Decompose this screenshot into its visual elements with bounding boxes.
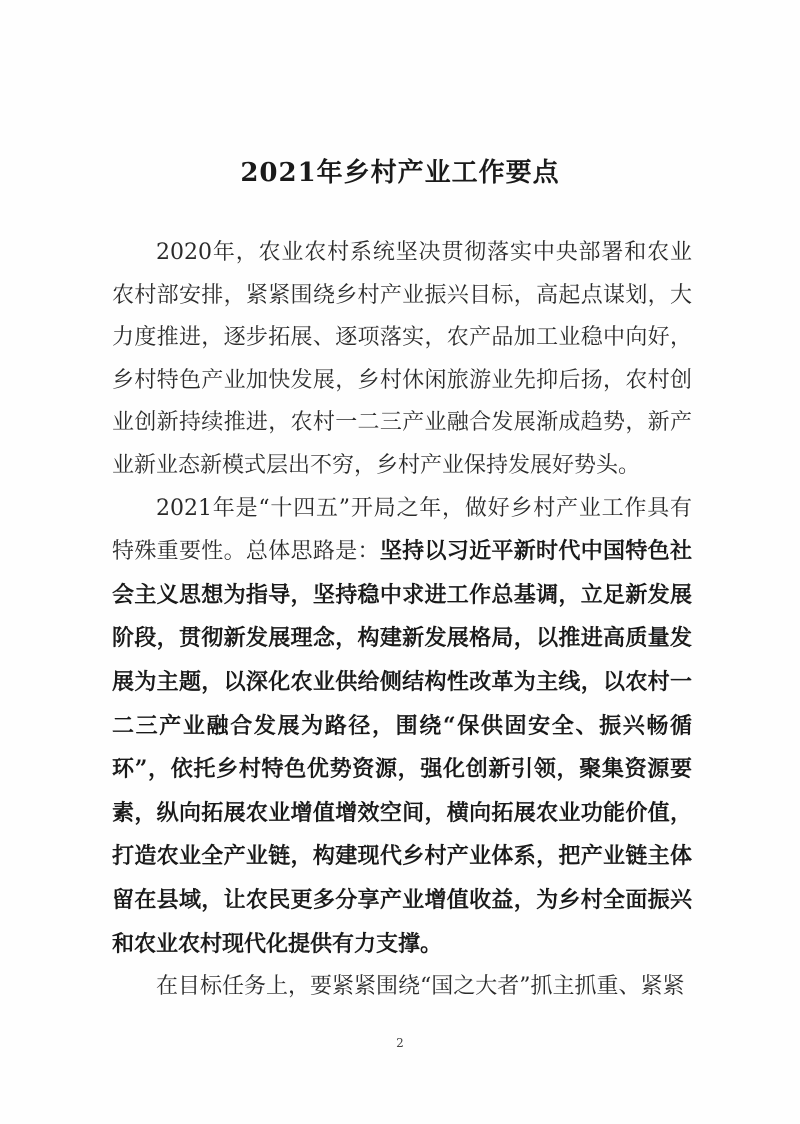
paragraph-1: 2020年，农业农村系统坚决贯彻落实中央部署和农业农村部安排，紧紧围绕乡村产业振兴目标，高起点谋划，大力度推进，逐步拓展、逐项落实，农产品加工业稳中向好，乡村特色产业加快发展，乡村休闲旅游业先抑后扬，农村创业创新持续推进，农村一二三产业融合发展渐成趋势，新产业新业态新模式层出不穷，乡村产业保持发展好势头。: [112, 240, 692, 478]
paragraph-2-bold-text: 坚持以习近平新时代中国特色社会主义思想为指导，坚持稳中求进工作总基调，立足新发展阶段，贯彻新发展理念，构建新发展格局，以推进高质量发展为主题，以深化农业供给侧结构性改革为主线，以农村一二三产业融合发展为路径，围绕“保供固安全、振兴畅循环”，依托乡村特色优势资源，强化创新引领，聚集资源要素，纵向拓展农业增值增效空间，横向拓展农业功能价值，打造农业全产业链，构建现代乡村产业体系，把产业链主体留在县域，让农民更多分享产业增值收益，为乡村全面振兴和农业农村现代化提供有力支撑。: [112, 538, 692, 957]
paragraph-2-lead: 2021年是“十四五”开局之年，做好乡村产业工作具有特殊重要性。总体思路是：: [112, 495, 692, 565]
paragraph-2: [112, 488, 692, 967]
paragraph-3: 在目标任务上，要紧紧围绕“国之大者”抓主抓重、紧紧: [156, 974, 685, 1000]
document-body: [112, 232, 692, 1009]
document-title: 2021年乡村产业工作要点: [240, 158, 560, 188]
page-number: 2: [396, 1036, 404, 1050]
